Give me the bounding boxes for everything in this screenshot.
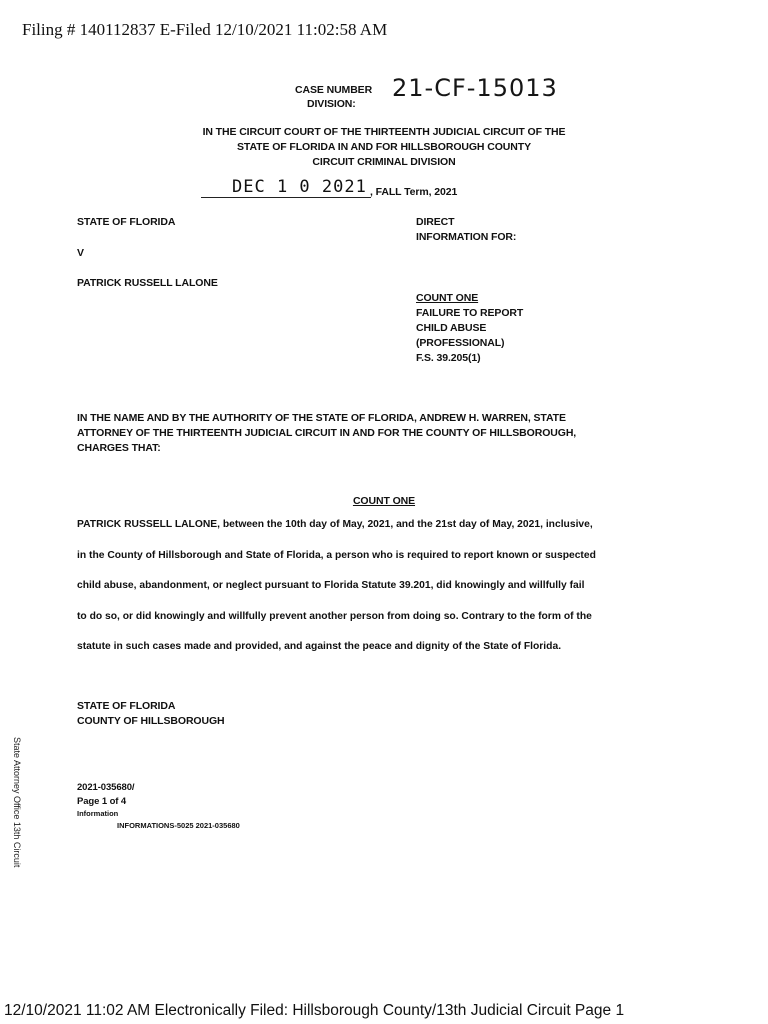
count-summary-heading: COUNT ONE xyxy=(416,292,479,304)
count-summary-line: F.S. 39.205(1) xyxy=(416,352,481,364)
term-label: , FALL Term, 2021 xyxy=(370,186,458,198)
date-stamp: DEC 1 0 2021 xyxy=(232,177,367,197)
case-number-label: CASE NUMBER xyxy=(295,84,373,96)
side-stamp-text: State Attorney Office 13th Circuit xyxy=(12,737,22,868)
date-underline xyxy=(201,197,371,198)
count-one-line: PATRICK RUSSELL LALONE, between the 10th day of May, 2021, and the 21st day of May, 2021, inclusive, xyxy=(77,519,593,530)
authority-line-3: CHARGES THAT: xyxy=(77,442,161,454)
electronic-filing-footer: 12/10/2021 11:02 AM Electronically Filed: Hillsborough County/13th Judicial Circuit Page 1 xyxy=(4,1002,625,1019)
court-line-3: CIRCUIT CRIMINAL DIVISION xyxy=(312,156,456,168)
document-type: Information xyxy=(77,809,119,818)
venue-state: STATE OF FLORIDA xyxy=(77,700,176,712)
court-line-1: IN THE CIRCUIT COURT OF THE THIRTEENTH JUDICIAL CIRCUIT OF THE xyxy=(202,126,566,138)
information-line-2: INFORMATION FOR: xyxy=(416,231,517,243)
count-one-line: child abuse, abandonment, or neglect pursuant to Florida Statute 39.201, did knowingly and willfully fail xyxy=(77,580,585,591)
plaintiff: STATE OF FLORIDA xyxy=(77,216,176,228)
defendant: PATRICK RUSSELL LALONE xyxy=(77,277,218,289)
count-summary-line: CHILD ABUSE xyxy=(416,322,487,334)
versus: V xyxy=(77,247,84,259)
count-one-line: statute in such cases made and provided, and against the peace and dignity of the State of Florida. xyxy=(77,641,562,652)
count-summary-line: FAILURE TO REPORT xyxy=(416,307,524,319)
count-one-line: to do so, or did knowingly and willfully prevent another person from doing so. Contrary to the form of the xyxy=(77,611,592,622)
information-line-1: DIRECT xyxy=(416,216,455,228)
count-one-heading: COUNT ONE xyxy=(352,495,416,507)
file-number: 2021-035680/ xyxy=(77,782,135,793)
case-number-handwritten: 21-CF-15013 xyxy=(392,74,558,102)
count-one-line: in the County of Hillsborough and State of Florida, a person who is required to report known or suspected xyxy=(77,550,596,561)
count-summary-line: (PROFESSIONAL) xyxy=(416,337,505,349)
page-indicator: Page 1 of 4 xyxy=(77,796,127,807)
division-label: DIVISION: xyxy=(307,98,356,110)
filing-header: Filing # 140112837 E-Filed 12/10/2021 11:02:58 AM xyxy=(22,20,388,39)
court-line-2: STATE OF FLORIDA IN AND FOR HILLSBOROUGH COUNTY xyxy=(237,141,531,153)
venue-county: COUNTY OF HILLSBOROUGH xyxy=(77,715,225,727)
authority-line-1: IN THE NAME AND BY THE AUTHORITY OF THE STATE OF FLORIDA, ANDREW H. WARREN, STATE xyxy=(77,412,566,424)
document-code: INFORMATIONS-5025 2021-035680 xyxy=(117,821,240,830)
authority-line-2: ATTORNEY OF THE THIRTEENTH JUDICIAL CIRCUIT IN AND FOR THE COUNTY OF HILLSBOROUGH, xyxy=(77,427,577,439)
